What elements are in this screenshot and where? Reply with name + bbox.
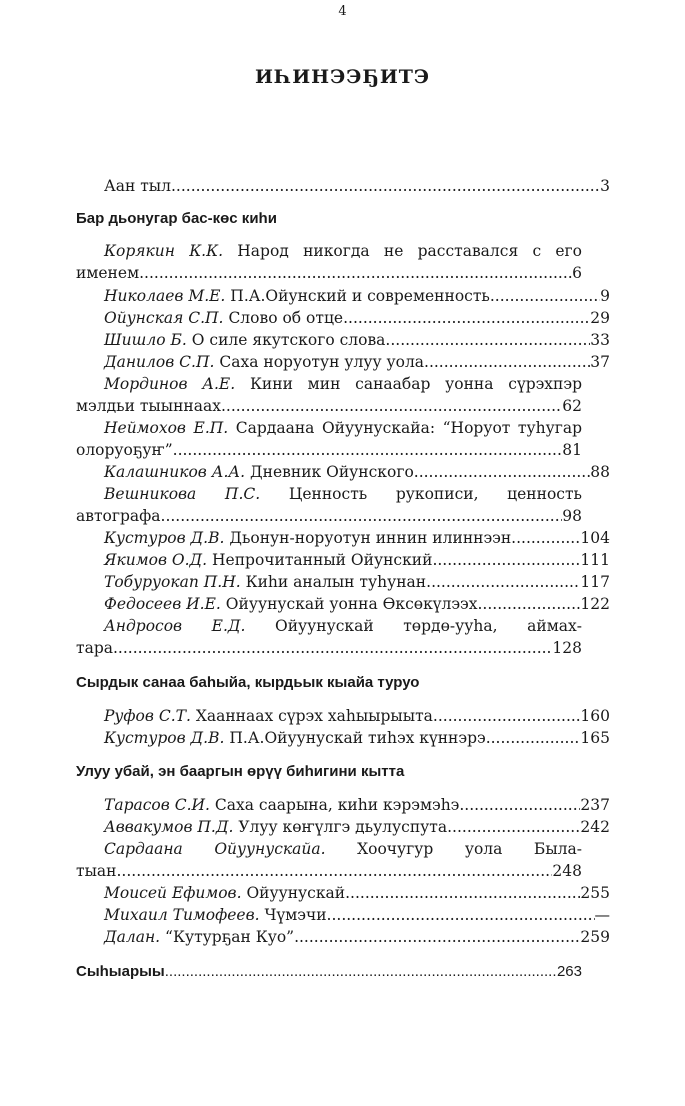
toc-entry[interactable]: Тобуруокап П.Н. Киһи аналын туһунан ..... 117	[76, 571, 610, 593]
toc-entry[interactable]: Сардаана Ойуунускайа. Хоочугур уола Была-	[104, 840, 582, 858]
toc-entry[interactable]: Данилов С.П. Саха норуотун улуу уола ..... 37	[76, 351, 610, 373]
toc-entry[interactable]: Кустуров Д.В. Дьонун-норуотун иннин илиннээн ..... 104	[76, 527, 610, 549]
toc-entry-cont[interactable]: тыан ..... 248	[76, 860, 582, 882]
toc-entry[interactable]: Корякин К.К. Народ никогда не расставался с его	[104, 242, 583, 260]
toc-entry[interactable]: Мординов А.Е. Кини мин санаабар уонна сүрэхпэр	[104, 375, 582, 393]
toc-entry[interactable]: Федосеев И.Е. Ойуунускай уонна Өксөкүлээх ..... 122	[76, 593, 610, 615]
toc-entry[interactable]: Михаил Тимофеев. Чүмэчи ..... —	[76, 904, 610, 926]
toc-entry[interactable]: Вешникова П.С. Ценность рукописи, ценность	[104, 485, 582, 503]
toc-entry-cont[interactable]: олоруоҕуҥ” ..... 81	[76, 439, 582, 461]
toc-entry[interactable]: Руфов С.Т. Хааннаах сүрэх хаһыырыыта ..... 160	[76, 705, 610, 727]
toc-entry[interactable]: Неймохов Е.П. Сардаана Ойуунускайа: “Норуот туһугар	[104, 419, 582, 437]
page-title: ИҺИНЭЭҔИТЭ	[254, 66, 431, 88]
toc-entry-cont[interactable]: тара ..... 128	[76, 637, 582, 659]
toc-entry[interactable]: Ойунская С.П. Слово об отце ..... 29	[76, 307, 610, 329]
toc-entry[interactable]: Кустуров Д.В. П.А.Ойуунускай тиһэх күннэрэ ..... 165	[76, 727, 610, 749]
toc-entry[interactable]: Андросов Е.Д. Ойуунускай төрдө-ууһа, аймах-	[104, 617, 582, 635]
toc-entry[interactable]: Далан. “Кутурҕан Куо” ..... 259	[76, 926, 610, 948]
toc-entry[interactable]: Якимов О.Д. Непрочитанный Ойунский ..... 111	[76, 549, 610, 571]
section-heading: Сырдык санаа баһыйа, кырдьык кыайа туруо	[76, 674, 420, 691]
page-number: 4	[338, 4, 347, 19]
toc-entry[interactable]: Моисей Ефимов. Ойуунускай ..... 255	[76, 882, 610, 904]
toc-entry[interactable]: Тарасов С.И. Саха саарына, киһи кэрэмэһэ ..... 237	[76, 794, 610, 816]
toc-entry-cont[interactable]: автографа ..... 98	[76, 505, 582, 527]
toc-entry[interactable]: Шишло Б. О силе якутского слова ..... 33	[76, 329, 610, 351]
toc-entry[interactable]: Николаев М.Е. П.А.Ойунский и современность ..... 9	[76, 285, 610, 307]
toc-entry-appendix[interactable]: Сыһыарыы ..... 263	[76, 961, 582, 983]
section-heading: Бар дьонугар бас-көс киһи	[76, 210, 277, 227]
toc-entry[interactable]: Калашников А.А. Дневник Ойунского ..... 88	[76, 461, 610, 483]
toc-entry-cont[interactable]: мэлдьи тыыннаах ..... 62	[76, 395, 582, 417]
toc-entry-intro[interactable]: Аан тыл ..... 3	[76, 175, 610, 197]
section-heading: Улуу убай, эн бааргын өрүү биһигини кытта	[76, 763, 405, 780]
toc-entry[interactable]: Аввакумов П.Д. Улуу көҥүлгэ дьулуспута ..... 242	[76, 816, 610, 838]
toc-entry-cont[interactable]: именем ..... 6	[76, 262, 582, 284]
